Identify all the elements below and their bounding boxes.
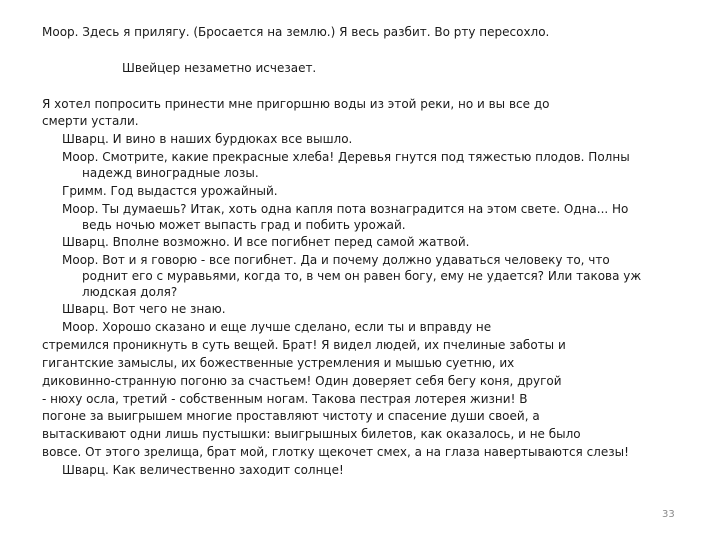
text-line: диковинно-странную погоню за счастьем! Один доверяет себя бегу коня, другой — [42, 374, 562, 388]
page-number: 33 — [662, 509, 675, 520]
text-line: надежд виноградные лозы. — [82, 166, 259, 180]
text-line: Моор. Хорошо сказано и еще лучше сделано, если ты и вправду не — [62, 320, 492, 334]
text-line: вытаскивают одни лишь пустышки: выигрышных билетов, как оказалось, и не было — [42, 427, 581, 441]
text-line: гигантские замыслы, их божественные устремления и мышью суетню, их — [42, 356, 515, 370]
text-line: погоне за выигрышем многие проставляют чистоту и спасение души своей, а — [42, 409, 540, 423]
text-line: Моор. Здесь я прилягу. (Бросается на землю.) Я весь разбит. Во рту пересохло. — [42, 25, 550, 39]
text-line: Я хотел попросить принести мне пригоршню воды из этой реки, но и вы все до — [42, 97, 550, 111]
text-line: стремился проникнуть в суть вещей. Брат! Я видел людей, их пчелиные заботы и — [42, 338, 566, 352]
text-line: Моор. Смотрите, какие прекрасные хлеба! Деревья гнутся под тяжестью плодов. Полны — [62, 150, 630, 164]
text-line: ведь ночью может выпасть град и побить урожай. — [82, 218, 406, 232]
text-line: Шварц. Вот чего не знаю. — [62, 302, 226, 316]
text-line: роднит его с муравьями, когда то, в чем он равен богу, ему не удается? Или такова уж — [82, 269, 642, 283]
text-line: людская доля? — [82, 285, 178, 299]
stage-direction: Швейцер незаметно исчезает. — [122, 61, 317, 75]
text-line: - нюху осла, третий - собственным ногам. Такова пестрая лотерея жизни! В — [42, 392, 528, 406]
text-line: Шварц. И вино в наших бурдюках все вышло. — [62, 132, 353, 146]
text-line: Шварц. Как величественно заходит солнце! — [62, 463, 344, 477]
text-line: Гримм. Год выдастся урожайный. — [62, 184, 278, 198]
text-line: смерти устали. — [42, 114, 139, 128]
text-line: Шварц. Вполне возможно. И все погибнет перед самой жатвой. — [62, 235, 470, 249]
text-line: Моор. Вот и я говорю - все погибнет. Да и почему должно удаваться человеку то, что — [62, 253, 610, 267]
text-line: Моор. Ты думаешь? Итак, хоть одна капля пота вознаградится на этом свете. Одна... Но — [62, 202, 629, 216]
text-line: вовсе. От этого зрелища, брат мой, глотку щекочет смех, а на глаза навертываются слезы! — [42, 445, 629, 459]
